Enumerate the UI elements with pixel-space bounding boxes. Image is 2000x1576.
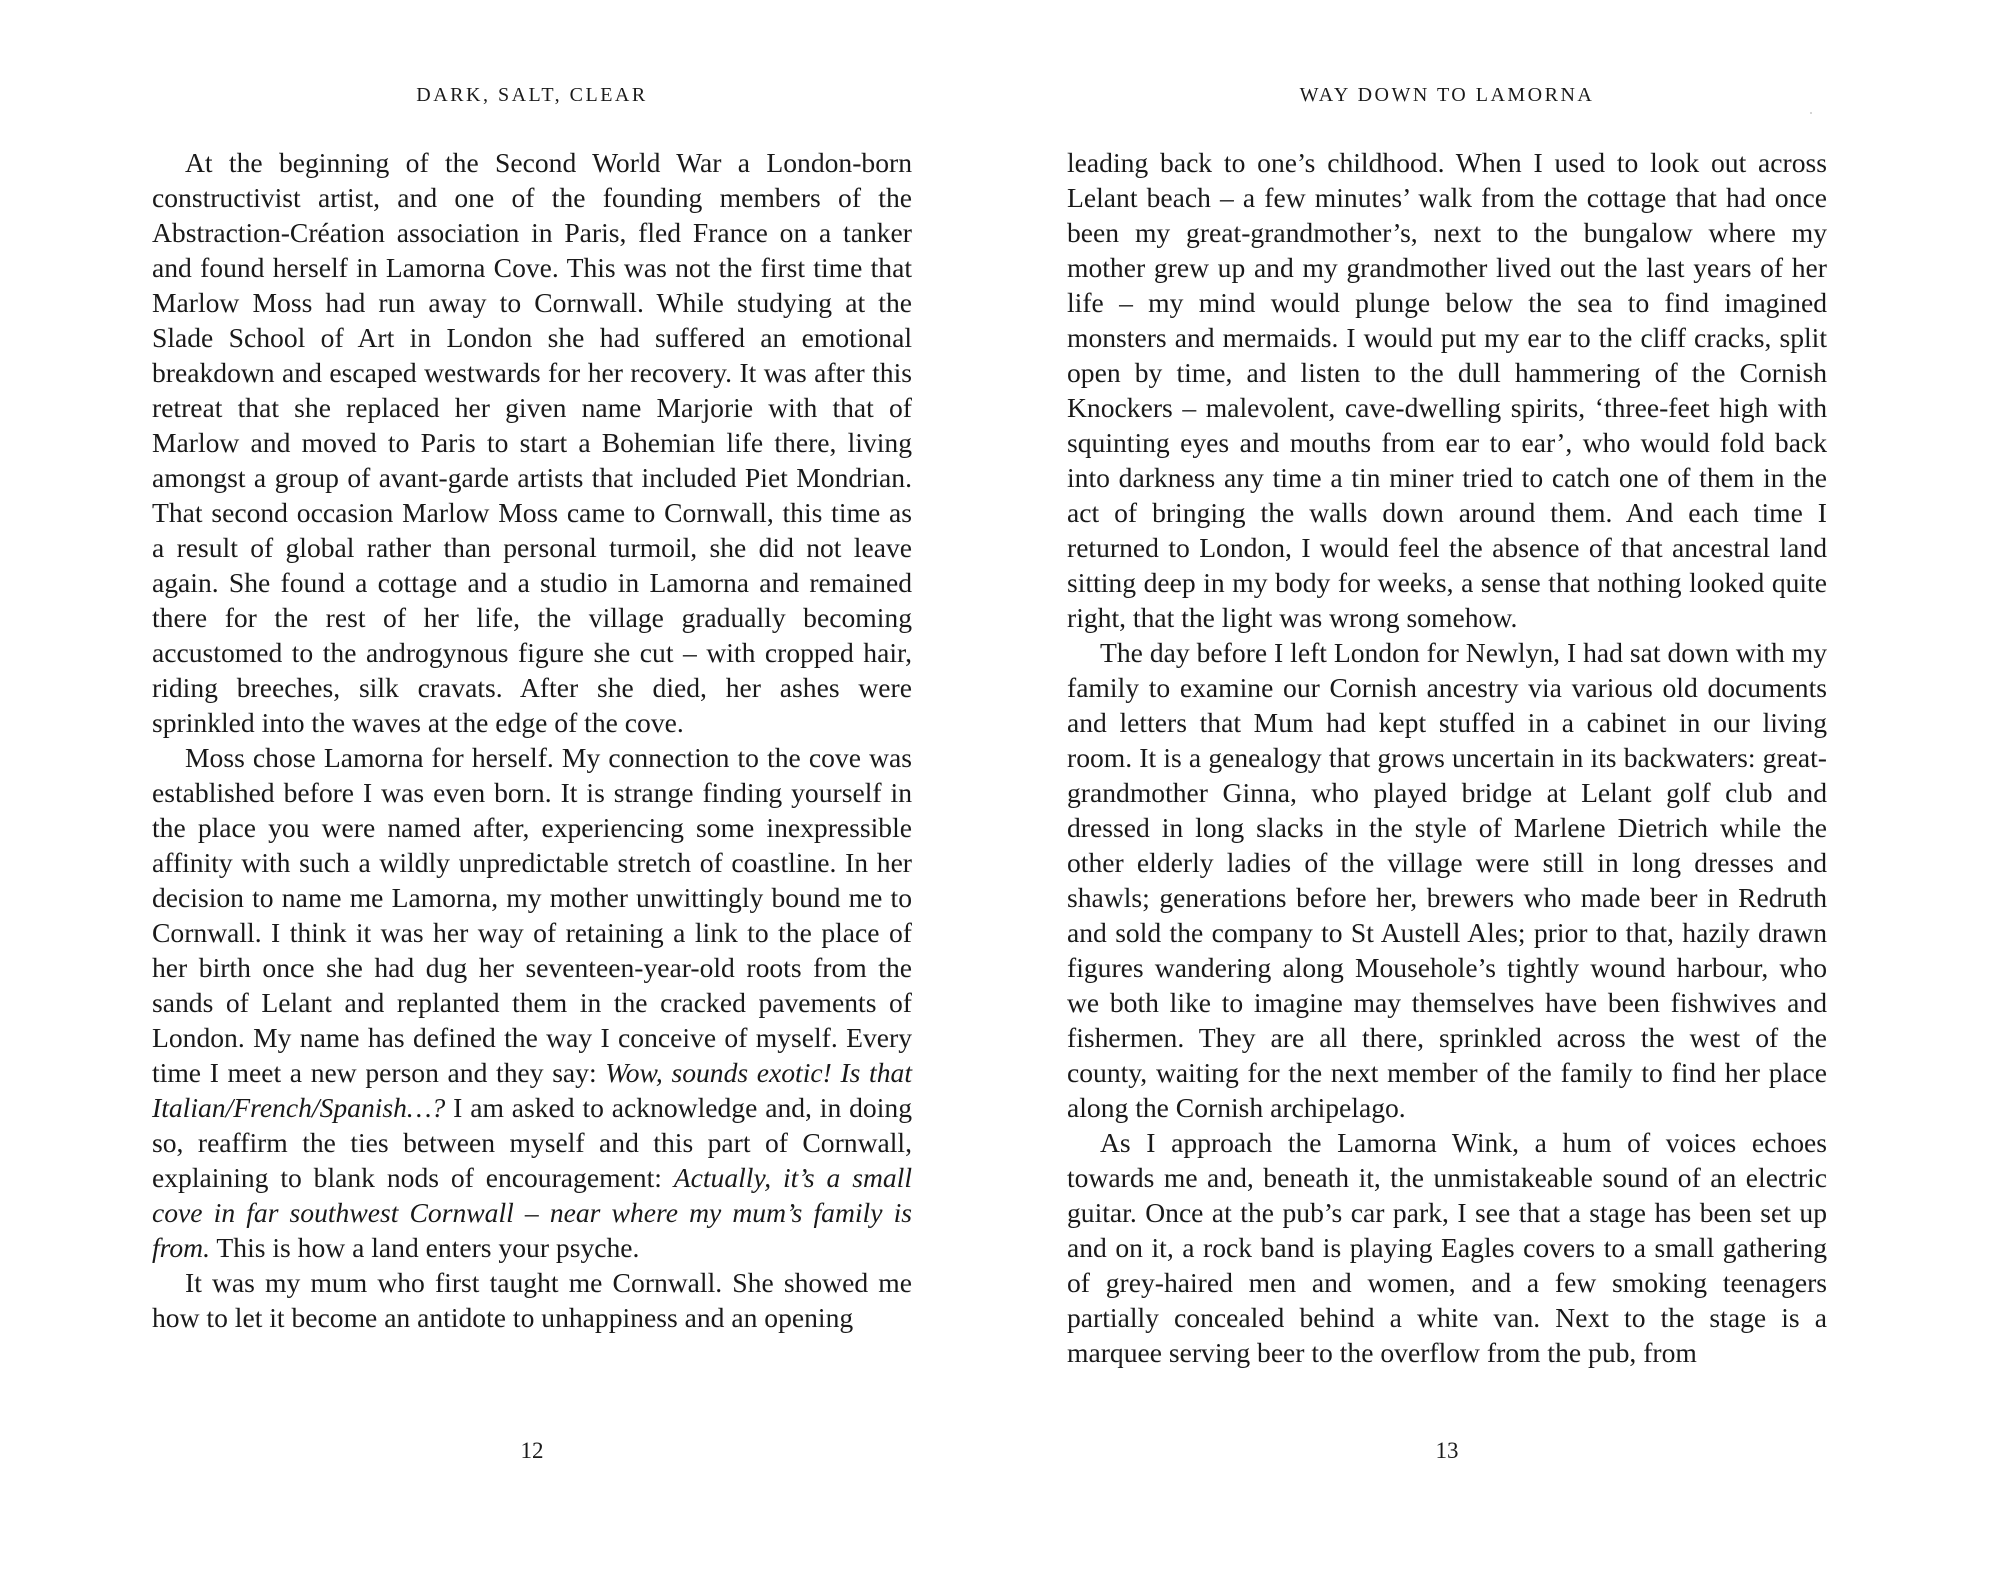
page-number-left: 12 [520,1438,544,1463]
paragraph: The day before I left London for Newlyn, I had sat down with my family to examine our Cornish ancestry via various old documents and letters that Mum had kept stuffed in a cabinet in our living room. It is a genealogy that grows uncertain in its backwaters: great-grandmother Ginna, who played bridge at Lelant golf club and dressed in long slacks in the style of Marlene Dietrich while the other elderly ladies of the village were still in long dresses and shawls; generations before her, brewers who made beer in Redruth and sold the company to St Austell Ales; prior to that, hazily drawn figures wandering along Mousehole’s tightly wound harbour, who we both like to imagine may themselves have been fishwives and fishermen. They are all there, sprinkled across the west of the county, waiting for the next member of the family to find her place along the Cornish archipelago. [1067,637,1827,1123]
running-head-right: WAY DOWN TO LAMORNA [1299,84,1595,106]
left-page [152,0,912,1576]
right-page-text [1067,145,1827,1370]
paragraph: leading back to one’s childhood. When I used to look out across Lelant beach – a few minutes’ walk from the cottage that had once been my great-grandmother’s, next to the bungalow where my mother grew up and my grandmother lived out the last years of her life – my mind would plunge below the sea to find imagined monsters and mermaids. I would put my ear to the cliff cracks, split open by time, and listen to the dull hammering of the Cornish Knockers – malevolent, cave-dwelling spirits, ‘three-feet high with squinting eyes and mouths from ear to ear’, who would fold back into darkness any time a tin miner tried to catch one of them in the act of bringing the walls down around them. And each time I returned to London, I would feel the absence of that ancestral land sitting deep in my body for weeks, a sense that nothing looked quite right, that the light was wrong somehow. [1067,147,1827,633]
paragraph: It was my mum who first taught me Cornwall. She showed me how to let it become an antidote to unhappiness and an opening [152,1267,912,1333]
right-page [1067,0,1827,1576]
paragraph: Moss chose Lamorna for herself. My connection to the cove was established before I was even born. It is strange finding yourself in the place you were named after, experiencing some inexpressible affinity with such a wildly unpredictable stretch of coastline. In her decision to name me Lamorna, my mother unwittingly bound me to Cornwall. I think it was her way of retaining a link to the place of her birth once she had dug her seventeen-year-old roots from the sands of Lelant and replanted them in the cracked pavements of London. My name has defined the way I conceive of myself. Every time I meet a new person and they say: Wow, sounds exotic! Is that Italian/French/Spanish…? I am asked to acknowledge and, in doing so, reaffirm the ties between myself and this part of Cornwall, explaining to blank nods of encouragement: Actually, it’s a small cove in far southwest Cornwall – near where my mum’s family is from. This is how a land enters your psyche. [152,742,912,1263]
scan-speck [1810,112,1812,114]
paragraph: As I approach the Lamorna Wink, a hum of voices echoes towards me and, beneath it, the unmistakeable sound of an electric guitar. Once at the pub’s car park, I see that a stage has been set up and on it, a rock band is playing Eagles covers to a small gathering of grey-haired men and women, and a few smoking teenagers partially concealed behind a white van. Next to the stage is a marquee serving beer to the overflow from the pub, from [1067,1127,1827,1368]
paragraph: At the beginning of the Second World War a London-born constructivist artist, and one of the founding members of the Abstraction-Création association in Paris, fled France on a tanker and found herself in Lamorna Cove. This was not the first time that Marlow Moss had run away to Cornwall. While studying at the Slade School of Art in London she had suffered an emotional breakdown and escaped westwards for her recovery. It was after this retreat that she replaced her given name Marjorie with that of Marlow and moved to Paris to start a Bohemian life there, living amongst a group of avant-garde artists that included Piet Mondrian. That second occasion Marlow Moss came to Cornwall, this time as a result of global rather than personal turmoil, she did not leave again. She found a cottage and a studio in Lamorna and remained there for the rest of her life, the village gradually becoming accustomed to the androgynous figure she cut – with cropped hair, riding breeches, silk cravats. After she died, her ashes were sprinkled into the waves at the edge of the cove. [152,147,912,738]
page-number-right: 13 [1435,1438,1459,1463]
running-head-left: DARK, SALT, CLEAR [416,84,648,106]
left-page-text [152,145,912,1335]
